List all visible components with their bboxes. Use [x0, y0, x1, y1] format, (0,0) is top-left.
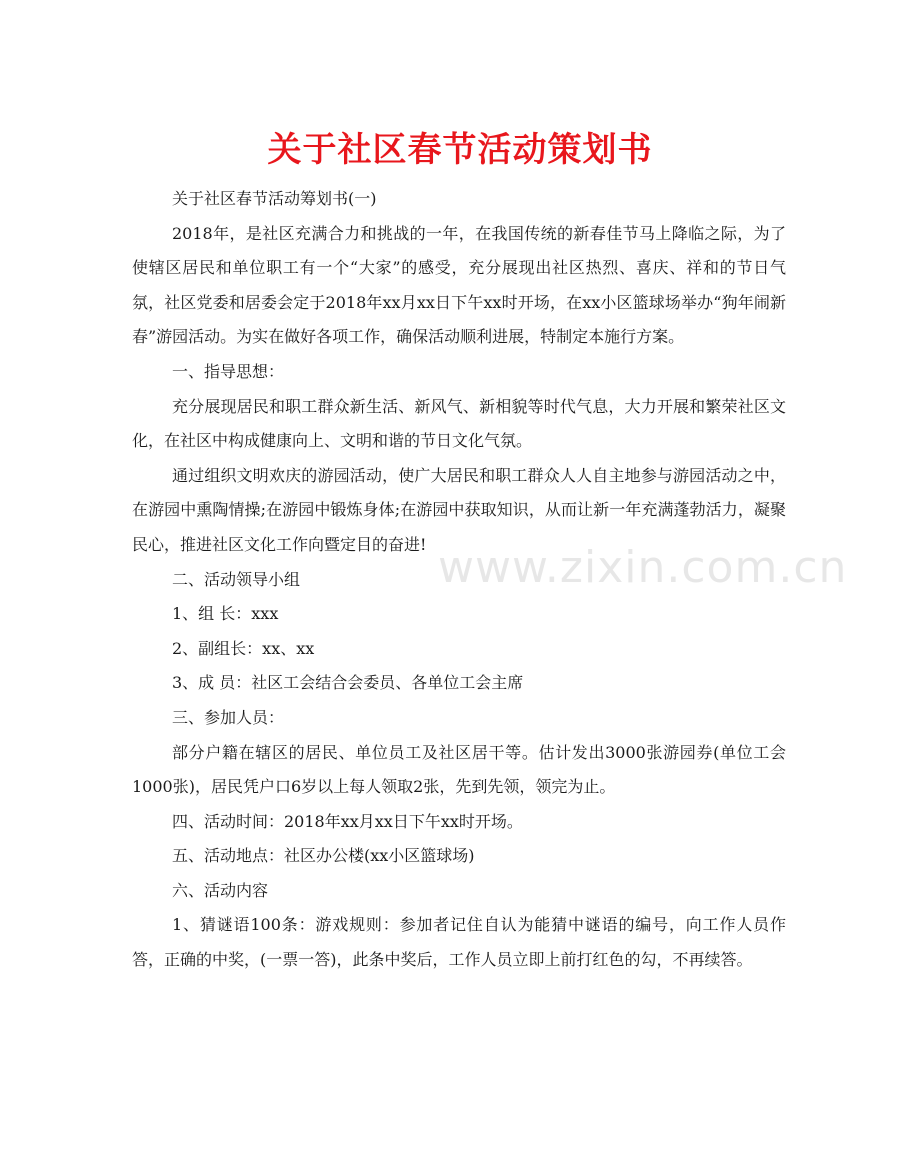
activity-location-line: 五、活动地点：社区办公楼(xx小区篮球场): [172, 846, 475, 866]
document-body: [132, 182, 786, 978]
section-heading-participants: 三、参加人员：: [172, 707, 285, 727]
guiding-idea-paragraph: 充分展现居民和职工群众新生活、新风气、新相貌等时代气息，大力开展和繁荣社区文化，在社区中构成健康向上、文明和谐的节日文化气氛。: [132, 396, 786, 451]
deputy-leader-line: 2、副组长：xx、xx: [172, 638, 315, 658]
section-heading-guiding-idea: 一、指导思想：: [172, 361, 285, 381]
subtitle-paragraph: 关于社区春节活动筹划书(一): [172, 189, 377, 208]
leader-line: 1、组 长：xxx: [172, 604, 279, 624]
activity-time-line: 四、活动时间：2018年xx月xx日下午xx时开场。: [172, 811, 523, 831]
activity-purpose-paragraph: 通过组织文明欢庆的游园活动，使广大居民和职工群众人人自主地参与游园活动之中，在游园中熏陶情操;在游园中锻炼身体;在游园中获取知识，从而让新一年充满蓬勃活力，凝聚民心，推进社区文化工作向暨定目的奋进!: [132, 465, 786, 554]
riddle-game-paragraph: 1、猜谜语100条：游戏规则：参加者记住自认为能猜中谜语的编号，向工作人员作答，正确的中奖，(一票一答)，此条中奖后，工作人员立即上前打红色的勾，不再续答。: [132, 915, 786, 970]
document-title: 关于社区春节活动策划书: [267, 130, 653, 170]
members-line: 3、成 员：社区工会结合会委员、各单位工会主席: [172, 673, 524, 693]
section-heading-activity-content: 六、活动内容: [172, 880, 269, 900]
section-heading-leadership-group: 二、活动领导小组: [172, 569, 301, 589]
participants-paragraph: 部分户籍在辖区的居民、单位员工及社区居干等。估计发出3000张游园券(单位工会1000张)，居民凭户口6岁以上每人领取2张，先到先领，领完为止。: [132, 742, 786, 797]
watermark: www.zixin.com.cn: [438, 542, 848, 593]
intro-paragraph: 2018年，是社区充满合力和挑战的一年，在我国传统的新春佳节马上降临之际，为了使辖区居民和单位职工有一个“大家”的感受，充分展现出社区热烈、喜庆、祥和的节日气氛，社区党委和居委会定于2018年xx月xx日下午xx时开场，在xx小区篮球场举办“狗年闹新春”游园活动。为实在做好各项工作，确保活动顺利进展，特制定本施行方案。: [132, 223, 786, 347]
